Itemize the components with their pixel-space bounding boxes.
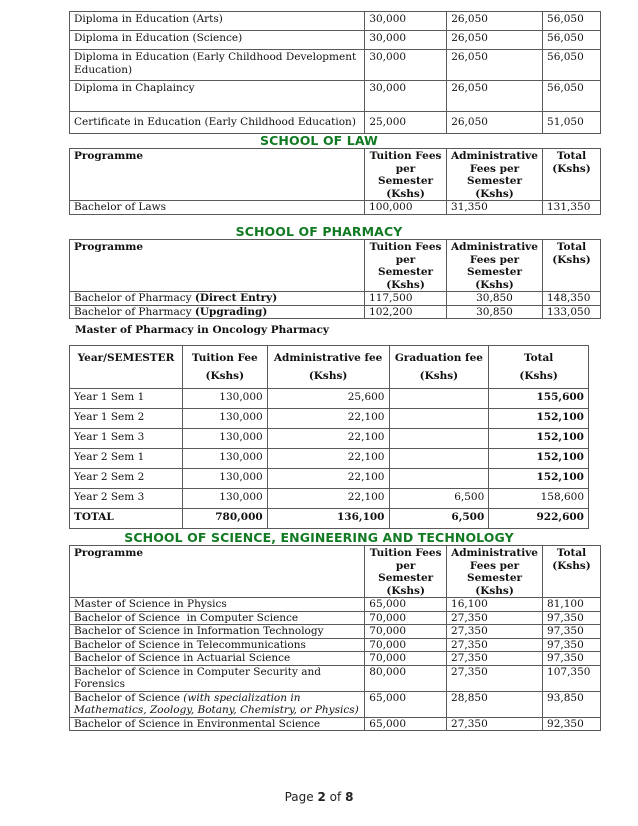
- period-cell: Year 1 Sem 1: [70, 389, 183, 409]
- table-row: [70, 469, 589, 489]
- tuition-cell: 130,000: [182, 449, 267, 469]
- table-row: [70, 611, 601, 625]
- tuition-header: Tuition Fees per Semester (Kshs): [365, 546, 447, 598]
- admin-header: Administrative Fees per Semester (Kshs): [447, 149, 543, 201]
- graduation-cell: 6,500: [389, 509, 489, 529]
- header-row: [70, 346, 589, 389]
- header-row: [70, 546, 601, 598]
- total-cell: 56,050: [543, 31, 601, 50]
- header-row: [70, 149, 601, 201]
- programme-name: Bachelor of Science: [74, 691, 180, 704]
- admin-cell: 136,100: [267, 509, 389, 529]
- total-cell: 922,600: [489, 509, 589, 529]
- tuition-cell: 130,000: [182, 489, 267, 509]
- programme-qualifier: (with specialization in Mathematics, Zoology, Botany, Chemistry, or Physics): [74, 691, 359, 716]
- tuition-cell: 70,000: [365, 625, 447, 639]
- admin-cell: 27,350: [447, 638, 543, 652]
- admin-cell: 26,050: [447, 81, 543, 112]
- programme-name: Bachelor of Pharmacy: [74, 292, 192, 304]
- table-row: [70, 81, 601, 112]
- admin-cell: 27,350: [447, 665, 543, 691]
- programme-cell: Bachelor of Science in Information Technology: [70, 625, 365, 639]
- programme-header: Programme: [70, 546, 365, 598]
- table-row: [70, 717, 601, 731]
- total-cell: 51,050: [543, 112, 601, 134]
- period-cell: Year 1 Sem 2: [70, 409, 183, 429]
- admin-cell: 22,100: [267, 429, 389, 449]
- programme-cell: [70, 691, 365, 717]
- table-row: [70, 652, 601, 666]
- science-fees-table: [69, 545, 601, 731]
- tuition-cell: 130,000: [182, 409, 267, 429]
- of-label: of: [329, 790, 342, 804]
- tuition-cell: 100,000: [365, 201, 447, 215]
- admin-cell: 16,100: [447, 598, 543, 612]
- total-cell: 97,350: [543, 611, 601, 625]
- tuition-cell: 65,000: [365, 598, 447, 612]
- programme-cell: Master of Science in Physics: [70, 598, 365, 612]
- admin-cell: 25,600: [267, 389, 389, 409]
- period-cell: TOTAL: [70, 509, 183, 529]
- tuition-cell: 30,000: [365, 81, 447, 112]
- total-pages: 8: [345, 790, 354, 804]
- total-cell: 107,350: [543, 665, 601, 691]
- graduation-cell: [389, 409, 489, 429]
- total-header: Total (Kshs): [543, 149, 601, 201]
- graduation-cell: [389, 429, 489, 449]
- admin-cell: 22,100: [267, 409, 389, 429]
- admin-cell: 26,050: [447, 112, 543, 134]
- programme-qualifier: (Upgrading): [194, 305, 268, 318]
- total-cell: 97,350: [543, 625, 601, 639]
- total-cell: 152,100: [489, 429, 589, 449]
- programme-cell: Diploma in Education (Arts): [70, 12, 365, 31]
- total-cell: 97,350: [543, 652, 601, 666]
- total-cell: 56,050: [543, 81, 601, 112]
- period-cell: Year 2 Sem 3: [70, 489, 183, 509]
- header-label: Administrative fee: [273, 352, 383, 364]
- header-unit: (Kshs): [308, 370, 348, 382]
- tuition-cell: 130,000: [182, 389, 267, 409]
- total-cell: 81,100: [543, 598, 601, 612]
- tuition-header: [182, 346, 267, 389]
- tuition-cell: 65,000: [365, 691, 447, 717]
- table-row: [70, 389, 589, 409]
- programme-cell: Diploma in Education (Science): [70, 31, 365, 50]
- programme-cell: Certificate in Education (Early Childhood Education): [70, 112, 365, 134]
- table-row: [70, 12, 601, 31]
- admin-cell: 26,050: [447, 12, 543, 31]
- programme-cell: Bachelor of Science in Actuarial Science: [70, 652, 365, 666]
- total-header: Total (Kshs): [543, 546, 601, 598]
- section-heading-law: SCHOOL OF LAW: [260, 133, 378, 148]
- total-row: [70, 509, 589, 529]
- header-unit: (Kshs): [419, 370, 459, 382]
- page-number-footer: [0, 790, 638, 804]
- admin-header: Administrative Fees per Semester (Kshs): [447, 240, 543, 292]
- tuition-cell: 117,500: [365, 292, 447, 306]
- oncology-pharmacy-fees-table: [69, 345, 589, 529]
- table-row: [70, 429, 589, 449]
- programme-cell: Bachelor of Science in Computer Science: [70, 611, 365, 625]
- total-cell: 131,350: [543, 201, 601, 215]
- programme-cell: [70, 292, 365, 306]
- total-cell: 97,350: [543, 638, 601, 652]
- admin-cell: 22,100: [267, 489, 389, 509]
- graduation-header: [389, 346, 489, 389]
- header-row: [70, 240, 601, 292]
- table-row: [70, 665, 601, 691]
- programme-cell: [70, 305, 365, 319]
- tuition-cell: 130,000: [182, 469, 267, 489]
- total-cell: 133,050: [543, 305, 601, 319]
- programme-header: Programme: [70, 149, 365, 201]
- total-cell: 56,050: [543, 50, 601, 81]
- tuition-header: Tuition Fees per Semester (Kshs): [365, 240, 447, 292]
- table-row: [70, 638, 601, 652]
- table-row: [70, 50, 601, 81]
- section-heading-science: SCHOOL OF SCIENCE, ENGINEERING AND TECHNOLOGY: [124, 530, 514, 545]
- table-row: [70, 305, 601, 319]
- tuition-cell: 780,000: [182, 509, 267, 529]
- admin-cell: 30,850: [447, 292, 543, 306]
- programme-header: Programme: [70, 240, 365, 292]
- programme-cell: Bachelor of Science in Telecommunications: [70, 638, 365, 652]
- header-unit: (Kshs): [519, 370, 558, 382]
- tuition-cell: 30,000: [365, 12, 447, 31]
- table-row: [70, 292, 601, 306]
- total-cell: 92,350: [543, 717, 601, 731]
- total-cell: 152,100: [489, 469, 589, 489]
- table-row: [70, 112, 601, 134]
- admin-cell: 27,350: [447, 611, 543, 625]
- section-heading-pharmacy: SCHOOL OF PHARMACY: [235, 224, 403, 239]
- admin-header: Administrative Fees per Semester (Kshs): [447, 546, 543, 598]
- total-cell: 152,100: [489, 409, 589, 429]
- total-cell: 155,600: [489, 389, 589, 409]
- table-row: [70, 449, 589, 469]
- tuition-cell: 30,000: [365, 50, 447, 81]
- current-page: 2: [317, 790, 326, 804]
- table-row: [70, 409, 589, 429]
- header-label: Total: [524, 352, 554, 364]
- admin-cell: 30,850: [447, 305, 543, 319]
- programme-cell: Diploma in Education (Early Childhood Development Education): [70, 50, 365, 81]
- graduation-cell: 6,500: [389, 489, 489, 509]
- admin-cell: 26,050: [447, 50, 543, 81]
- table-row: [70, 691, 601, 717]
- programme-qualifier: (Direct Entry): [194, 292, 278, 304]
- programme-cell: Bachelor of Science in Environmental Science: [70, 717, 365, 731]
- education-fees-table: [69, 11, 601, 134]
- header-label: Tuition Fee: [191, 352, 258, 364]
- table-row: [70, 31, 601, 50]
- tuition-cell: 65,000: [365, 717, 447, 731]
- admin-header: [267, 346, 389, 389]
- year-semester-header: [70, 346, 183, 389]
- header-label: Year/SEMESTER: [77, 352, 175, 364]
- admin-cell: 28,850: [447, 691, 543, 717]
- graduation-cell: [389, 449, 489, 469]
- admin-cell: 27,350: [447, 717, 543, 731]
- tuition-header: Tuition Fees per Semester (Kshs): [365, 149, 447, 201]
- total-cell: 152,100: [489, 449, 589, 469]
- total-header: [489, 346, 589, 389]
- period-cell: Year 1 Sem 3: [70, 429, 183, 449]
- table-row: [70, 598, 601, 612]
- total-header: Total (Kshs): [543, 240, 601, 292]
- total-cell: 56,050: [543, 12, 601, 31]
- programme-cell: Bachelor of Laws: [70, 201, 365, 215]
- programme-cell: Bachelor of Science in Computer Security and Forensics: [70, 665, 365, 691]
- tuition-cell: 70,000: [365, 638, 447, 652]
- tuition-cell: 80,000: [365, 665, 447, 691]
- total-cell: 148,350: [543, 292, 601, 306]
- total-cell: 93,850: [543, 691, 601, 717]
- period-cell: Year 2 Sem 1: [70, 449, 183, 469]
- admin-cell: 22,100: [267, 469, 389, 489]
- tuition-cell: 70,000: [365, 611, 447, 625]
- admin-cell: 26,050: [447, 31, 543, 50]
- tuition-cell: 30,000: [365, 31, 447, 50]
- pharmacy-fees-table: [69, 239, 601, 319]
- page-label: Page: [284, 790, 314, 804]
- table-row: [70, 489, 589, 509]
- programme-cell: Diploma in Chaplaincy: [70, 81, 365, 112]
- table-row: [70, 625, 601, 639]
- graduation-cell: [389, 469, 489, 489]
- header-unit: (Kshs): [205, 370, 245, 382]
- tuition-cell: 130,000: [182, 429, 267, 449]
- tuition-cell: 102,200: [365, 305, 447, 319]
- period-cell: Year 2 Sem 2: [70, 469, 183, 489]
- tuition-cell: 25,000: [365, 112, 447, 134]
- tuition-cell: 70,000: [365, 652, 447, 666]
- law-fees-table: [69, 148, 601, 215]
- graduation-cell: [389, 389, 489, 409]
- programme-name: Bachelor of Pharmacy: [74, 305, 192, 318]
- admin-cell: 31,350: [447, 201, 543, 215]
- oncology-subheading: Master of Pharmacy in Oncology Pharmacy: [75, 324, 329, 336]
- admin-cell: 22,100: [267, 449, 389, 469]
- header-label: Graduation fee: [394, 352, 483, 364]
- admin-cell: 27,350: [447, 652, 543, 666]
- total-cell: 158,600: [489, 489, 589, 509]
- admin-cell: 27,350: [447, 625, 543, 639]
- table-row: [70, 201, 601, 215]
